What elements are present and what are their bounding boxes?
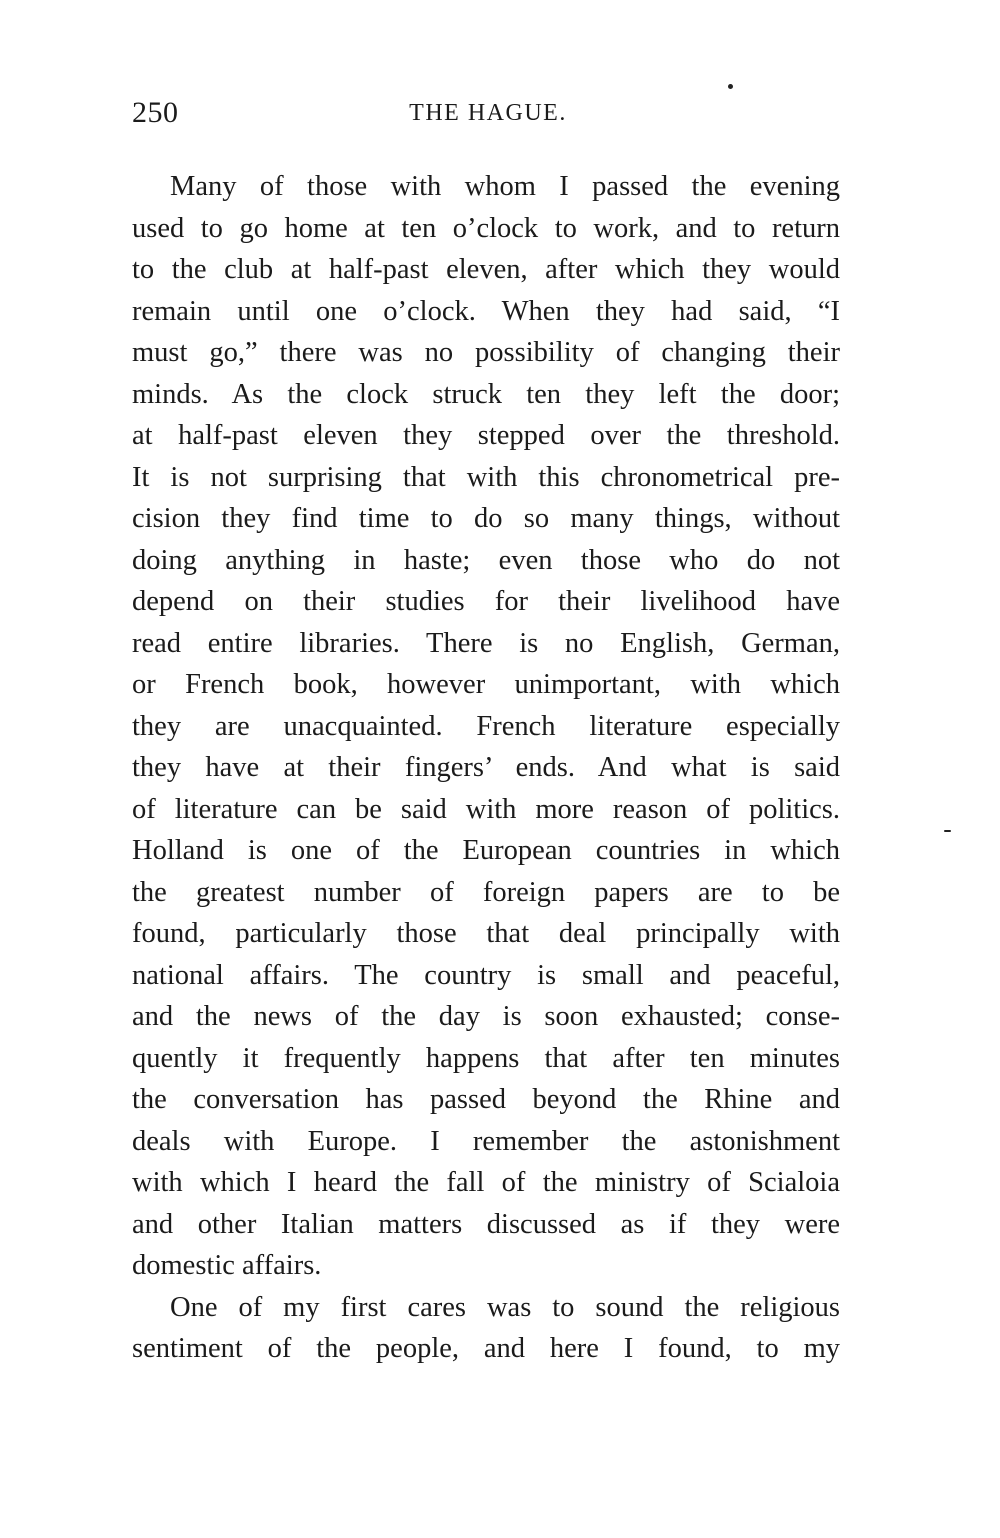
text-line: quently it frequently happens that after ten minutes [132, 1042, 840, 1074]
paragraph [132, 1287, 840, 1370]
text-line: national affairs. The country is small and peaceful, [132, 959, 840, 991]
text-line: used to go home at ten o’clock to work, and to return [132, 212, 840, 244]
text-line: at half-past eleven they stepped over the threshold. [132, 420, 840, 451]
text-line: of literature can be said with more reason of politics. [132, 793, 840, 825]
text-line: sentiment of the people, and here I found, to my [132, 1333, 840, 1364]
text-line: the greatest number of foreign papers are to be [132, 876, 840, 908]
text-line: Holland is one of the European countries in which [132, 835, 840, 866]
running-title: THE HAGUE. [409, 100, 567, 126]
running-head [132, 96, 844, 136]
text-line: doing anything in haste; even those who do not [132, 544, 840, 576]
text-line: remain until one o’clock. When they had said, “I [132, 295, 840, 327]
text-line: with which I heard the fall of the ministry of Scialoia [132, 1167, 840, 1198]
text-line: they are unacquainted. French literature especially [132, 710, 840, 742]
text-line: domestic affairs. [132, 1250, 322, 1281]
text-line: minds. As the clock struck ten they left the door; [132, 378, 840, 410]
text-line: found, particularly those that deal principally with [132, 918, 840, 949]
text-line: depend on their studies for their livelihood have [132, 586, 840, 617]
text-line: read entire libraries. There is no English, German, [132, 627, 840, 659]
text-line: and the news of the day is soon exhausted; conse- [132, 1001, 840, 1032]
print-speck [728, 84, 733, 89]
text-line: Many of those with whom I passed the evening [170, 171, 840, 202]
text-line: It is not surprising that with this chronometrical pre- [132, 461, 840, 493]
text-line: and other Italian matters discussed as if they were [132, 1208, 840, 1240]
text-line: or French book, however unimportant, with which [132, 669, 840, 700]
text-line: to the club at half-past eleven, after which they would [132, 254, 840, 285]
text-line: the conversation has passed beyond the Rhine and [132, 1084, 840, 1115]
page-number: 250 [132, 96, 179, 129]
text-line: cision they find time to do so many things, without [132, 503, 840, 534]
text-line: deals with Europe. I remember the astonishment [132, 1125, 840, 1157]
text-line: must go,” there was no possibility of changing their [132, 337, 840, 368]
body-text [132, 166, 840, 1370]
text-line: One of my first cares was to sound the religious [170, 1291, 840, 1323]
text-line: they have at their fingers’ ends. And what is said [132, 752, 840, 783]
paragraph [132, 166, 840, 1287]
print-speck [944, 830, 951, 832]
